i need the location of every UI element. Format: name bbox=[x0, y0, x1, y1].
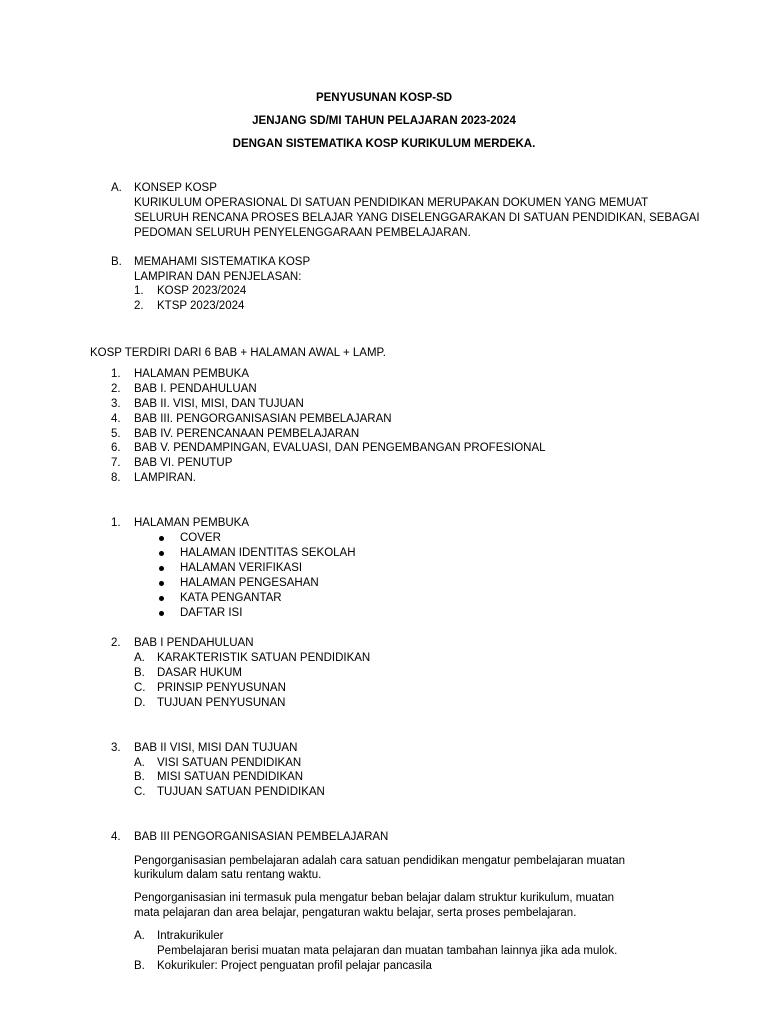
bullet-icon bbox=[159, 536, 164, 541]
list-letter: A. bbox=[134, 930, 145, 942]
doc-subtitle: JENJANG SD/MI TAHUN PELAJARAN 2023-2024 bbox=[252, 115, 516, 127]
bullet-icon bbox=[159, 551, 164, 556]
paragraph-line: kurikulum dalam satu rentang waktu. bbox=[134, 869, 322, 881]
list-item: KARAKTERISTIK SATUAN PENDIDIKAN bbox=[157, 652, 371, 664]
bullet-item: HALAMAN VERIFIKASI bbox=[180, 562, 303, 574]
list-item: KTSP 2023/2024 bbox=[157, 300, 245, 312]
list-letter: A. bbox=[134, 757, 145, 769]
section-b-title: MEMAHAMI SISTEMATIKA KOSP bbox=[134, 256, 311, 268]
list-letter: C. bbox=[134, 682, 146, 694]
bullet-icon bbox=[159, 581, 164, 586]
list-item: TUJUAN PENYUSUNAN bbox=[157, 697, 286, 709]
bullet-item: KATA PENGANTAR bbox=[180, 592, 282, 604]
list-number: 1. bbox=[111, 517, 121, 529]
paragraph-line: mata pelajaran dan area belajar, pengaturan waktu belajar, serta proses pembelajaran. bbox=[134, 907, 577, 919]
list-item: BAB II. VISI, MISI, DAN TUJUAN bbox=[134, 398, 304, 410]
bullet-icon bbox=[159, 596, 164, 601]
list-item: VISI SATUAN PENDIDIKAN bbox=[157, 757, 302, 769]
list-item: LAMPIRAN. bbox=[134, 472, 196, 484]
list-item: TUJUAN SATUAN PENDIDIKAN bbox=[157, 786, 325, 798]
bullet-item: HALAMAN PENGESAHAN bbox=[180, 577, 319, 589]
list-letter: C. bbox=[134, 786, 146, 798]
list-number: 1. bbox=[134, 285, 144, 297]
doc-subtitle-2: DENGAN SISTEMATIKA KOSP KURIKULUM MERDEKA. bbox=[232, 138, 536, 150]
section-a-line: KURIKULUM OPERASIONAL DI SATUAN PENDIDIKAN MERUPAKAN DOKUMEN YANG MEMUAT bbox=[134, 197, 649, 209]
list-item: BAB V. PENDAMPINGAN, EVALUASI, DAN PENGEMBANGAN PROFESIONAL bbox=[134, 442, 546, 454]
section-title: HALAMAN PEMBUKA bbox=[134, 517, 250, 529]
section-title: BAB III PENGORGANISASIAN PEMBELAJARAN bbox=[134, 831, 389, 843]
list-number: 5. bbox=[111, 428, 121, 440]
list-item: KOSP 2023/2024 bbox=[157, 285, 247, 297]
section-a-title: KONSEP KOSP bbox=[134, 182, 217, 194]
list-number: 2. bbox=[111, 383, 121, 395]
section-a-marker: A. bbox=[111, 182, 122, 194]
list-item: MISI SATUAN PENDIDIKAN bbox=[157, 771, 304, 783]
list-letter: D. bbox=[134, 697, 146, 709]
list-item-desc: Pembelajaran berisi muatan mata pelajaran dan muatan tambahan lainnya jika ada mulok. bbox=[157, 945, 618, 957]
bullet-icon bbox=[159, 611, 164, 616]
list-number: 1. bbox=[111, 368, 121, 380]
paragraph-line: Pengorganisasian pembelajaran adalah cara satuan pendidikan mengatur pembelajaran muatan bbox=[134, 855, 626, 867]
list-number: 3. bbox=[111, 398, 121, 410]
bullet-icon bbox=[159, 566, 164, 571]
section-b-marker: B. bbox=[111, 256, 122, 268]
list-letter: B. bbox=[134, 960, 145, 972]
section-a-line: PEDOMAN SELURUH PENYELENGGARAAN PEMBELAJARAN. bbox=[134, 227, 471, 239]
list-letter: B. bbox=[134, 667, 145, 679]
list-number: 2. bbox=[134, 300, 144, 312]
list-number: 7. bbox=[111, 457, 121, 469]
list-letter: A. bbox=[134, 652, 145, 664]
list-number: 6. bbox=[111, 442, 121, 454]
paragraph-line: Pengorganisasian ini termasuk pula mengatur beban belajar dalam struktur kurikulum, muatan bbox=[134, 892, 615, 904]
section-b-subtitle: LAMPIRAN DAN PENJELASAN: bbox=[134, 271, 302, 283]
list-item: BAB VI. PENUTUP bbox=[134, 457, 233, 469]
list-item: BAB I. PENDAHULUAN bbox=[134, 383, 257, 395]
section-a-line: SELURUH RENCANA PROSES BELAJAR YANG DISELENGGARAKAN DI SATUAN PENDIDIKAN, SEBAGAI bbox=[134, 212, 700, 224]
bullet-item: COVER bbox=[180, 532, 221, 544]
list-number: 4. bbox=[111, 831, 121, 843]
list-item: PRINSIP PENYUSUNAN bbox=[157, 682, 286, 694]
kosp-intro: KOSP TERDIRI DARI 6 BAB + HALAMAN AWAL + LAMP. bbox=[90, 347, 386, 359]
list-number: 2. bbox=[111, 637, 121, 649]
list-number: 4. bbox=[111, 413, 121, 425]
list-item: HALAMAN PEMBUKA bbox=[134, 368, 250, 380]
bullet-item: DAFTAR ISI bbox=[180, 607, 243, 619]
list-letter: B. bbox=[134, 771, 145, 783]
doc-title: PENYUSUNAN KOSP-SD bbox=[315, 92, 453, 104]
list-item: DASAR HUKUM bbox=[157, 667, 242, 679]
list-item-title: Intrakurikuler bbox=[157, 930, 224, 942]
list-item: BAB III. PENGORGANISASIAN PEMBELAJARAN bbox=[134, 413, 392, 425]
list-item: BAB IV. PERENCANAAN PEMBELAJARAN bbox=[134, 428, 360, 440]
list-number: 3. bbox=[111, 742, 121, 754]
section-title: BAB II VISI, MISI DAN TUJUAN bbox=[134, 742, 298, 754]
list-number: 8. bbox=[111, 472, 121, 484]
bullet-item: HALAMAN IDENTITAS SEKOLAH bbox=[180, 547, 356, 559]
list-item-title: Kokurikuler: Project penguatan profil pelajar pancasila bbox=[157, 960, 432, 972]
section-title: BAB I PENDAHULUAN bbox=[134, 637, 254, 649]
